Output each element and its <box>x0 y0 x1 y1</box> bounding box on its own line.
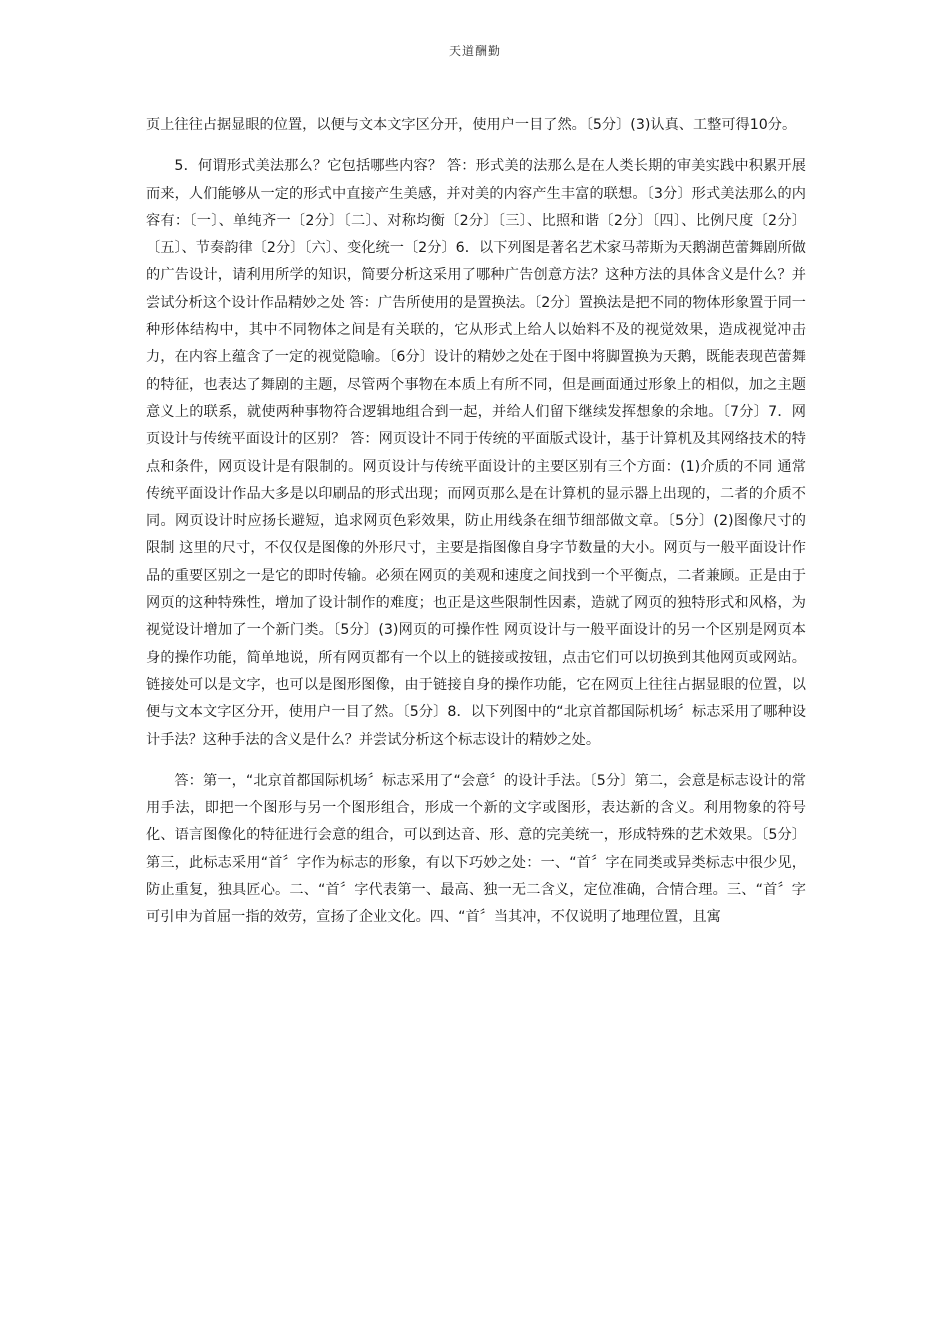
document-body <box>146 112 806 932</box>
paragraph-questions-5-8: 5．何谓形式美法那么？它包括哪些内容？ 答：形式美的法那么是在人类长期的审美实践中积累开展而来，人们能够从一定的形式中直接产生美感，并对美的内容产生丰富的联想。〔3分〕形式美法那么的内容有：〔一〕、单纯齐一〔2分〕〔二〕、对称均衡〔2分〕〔三〕、比照和谐〔2分〕〔四〕、比例尺度〔2分〕〔五〕、节奏韵律〔2分〕〔六〕、变化统一〔2分〕6．以下列图是著名艺术家马蒂斯为天鹅湖芭蕾舞剧所做的广告设计，请利用所学的知识，简要分析这采用了哪种广告创意方法？这种方法的具体含义是什么？并尝试分析这个设计作品精妙之处 答：广告所使用的是置换法。〔2分〕置换法是把不同的物体形象置于同一种形体结构中，其中不同物体之间是有关联的，它从形式上给人以始料不及的视觉效果，造成视觉冲击力，在内容上蕴含了一定的视觉隐喻。〔6分〕设计的精妙之处在于图中将脚置换为天鹅，既能表现芭蕾舞的特征，也表达了舞剧的主题，尽管两个事物在本质上有所不同，但是画面通过形象上的相似，加之主题意义上的联系，就使两种事物符合逻辑地组合到一起，并给人们留下继续发挥想象的余地。〔7分〕7．网页设计与传统平面设计的区别？ 答：网页设计不同于传统的平面版式设计，基于计算机及其网络技术的特点和条件，网页设计是有限制的。网页设计与传统平面设计的主要区别有三个方面：(1)介质的不同 通常传统平面设计作品大多是以印刷品的形式出现；而网页那么是在计算机的显示器上出现的，二者的介质不同。网页设计时应扬长避短，追求网页色彩效果，防止用线条在细节细部做文章。〔5分〕(2)图像尺寸的限制 这里的尺寸，不仅仅是图像的外形尺寸，主要是指图像自身字节数量的大小。网页与一般平面设计作品的重要区别之一是它的即时传输。必须在网页的美观和速度之间找到一个平衡点，二者兼顾。正是由于网页的这种特殊性，增加了设计制作的难度；也正是这些限制性因素，造就了网页的独特形式和风格，为视觉设计增加了一个新门类。〔5分〕(3)网页的可操作性 网页设计与一般平面设计的另一个区别是网页本身的操作功能，简单地说，所有网页都有一个以上的链接或按钮，点击它们可以切换到其他网页或网站。链接处可以是文字，也可以是图形图像，由于链接自身的操作功能，它在网页上往往占据显眼的位置，以便与文本文字区分开，使用户一目了然。〔5分〕8．以下列图中的“北京首都国际机场〞标志采用了哪种设计手法？这种手法的含义是什么？并尝试分析这个标志设计的精妙之处。 <box>146 158 806 748</box>
paragraph-continuation: 页上往往占据显眼的位置，以便与文本文字区分开，使用户一目了然。〔5分〕(3)认真、工整可得10分。 <box>146 117 797 133</box>
page-header: 天道酬勤 <box>448 44 501 58</box>
paragraph-answer-8: 答：第一，“北京首都国际机场〞标志采用了“会意〞的设计手法。〔5分〕第二，会意是标志设计的常用手法，即把一个图形与另一个图形组合，形成一个新的文字或图形，表达新的含义。利用物象的符号化、语言图像化的特征进行会意的组合，可以到达音、形、意的完美统一，形成特殊的艺术效果。〔5分〕第三，此标志采用“首〞字作为标志的形象，有以下巧妙之处：一、“首〞字在同类或异类标志中很少见，防止重复，独具匠心。二、“首〞字代表第一、最高、独一无二含义，定位准确，合情合理。三、“首〞字可引申为首屈一指的效劳，宣扬了企业文化。四、“首〞当其冲，不仅说明了地理位置，且寓 <box>146 772 806 926</box>
